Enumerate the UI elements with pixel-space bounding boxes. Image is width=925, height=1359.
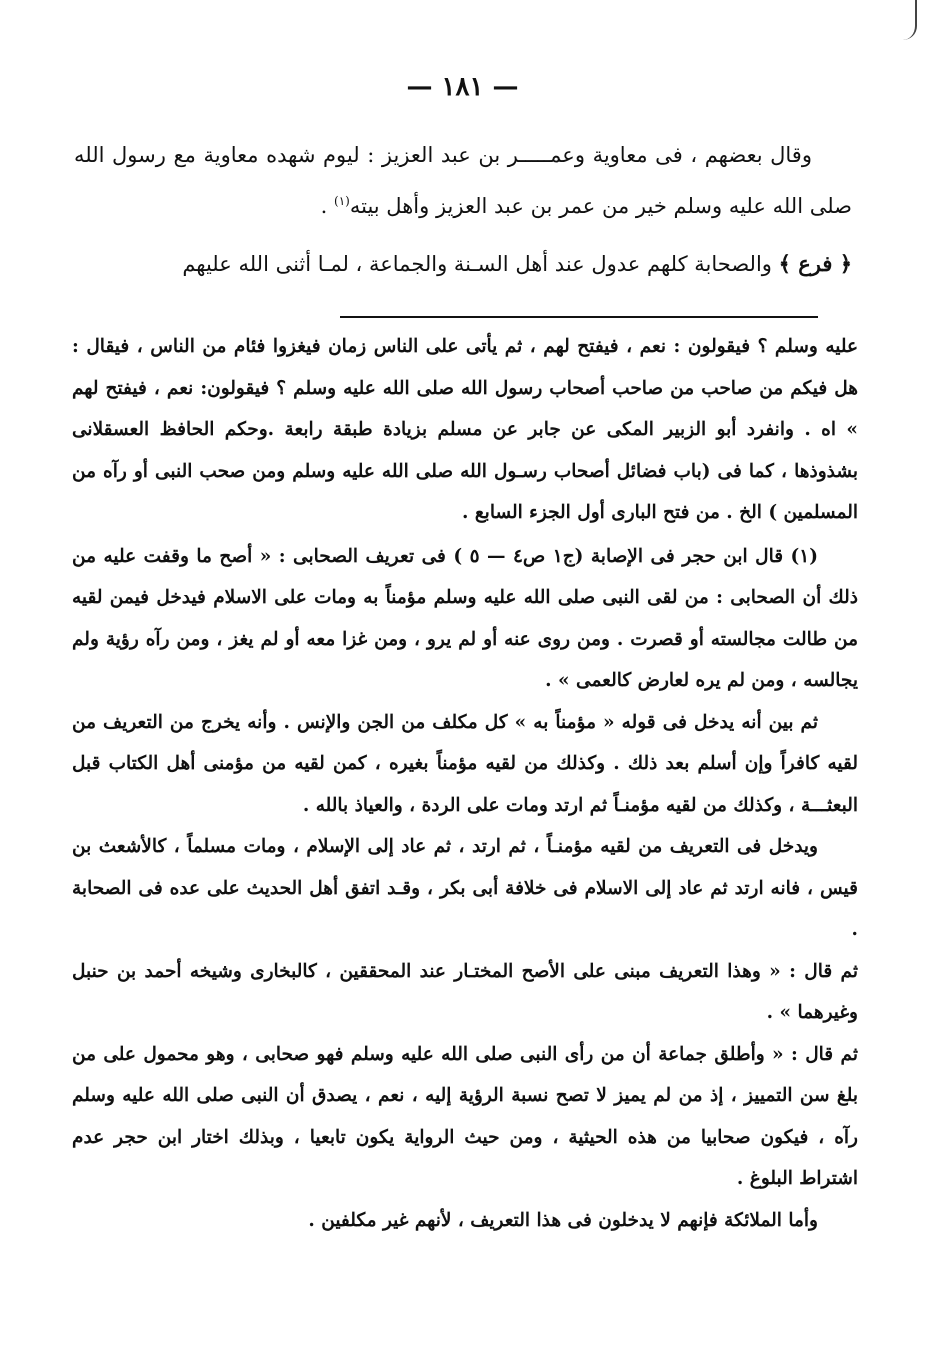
main-paragraph-1 — [74, 132, 852, 229]
footnote-1-paragraph: ويدخل فى التعريف من لقيه مؤمنـاً ، ثم ارتد ، ثم عاد إلى الإسلام ، ومات مسلماً ، كالأشعث بن قيس ، فانه ارتد ثم عاد إلى الاسلام فى خلافة أبى بكر ، وقـد اتفق أهل الحديث على عده فى الصحابة . — [72, 836, 858, 940]
footnote-1-definition: (١) قال ابن حجر فى الإصابة (ج١ ص٤ — ٥ ) فى تعريف الصحابى : « أصح ما وقفت عليه من ذلك أن الصحابى : من لقى النبى صلى الله عليه وسلم مؤمناً به ومات على الاسلام فيدخل فيمن لقيه من طالت مجالسته أو قصرت . ومن روى عنه أو لم يرو ، ومن غزا معه أو لم يغز ، ومن رآه رؤية ولم يجالسه ، ومن لم يره لعارض كالعمى » . — [72, 545, 858, 691]
page-edge-mark — [901, 0, 917, 40]
footnote-separator — [340, 316, 818, 318]
main-text — [74, 132, 852, 287]
main-paragraph-2-text: والصحابة كلهم عدول عند أهل السـنة والجماعة ، لمـا أثنى الله عليهم — [182, 252, 779, 276]
footnotes — [72, 326, 858, 1241]
footnote-reference: (١) — [334, 194, 350, 208]
page-number: — ١٨١ — — [406, 72, 519, 102]
section-heading-far: ﴿ فرع ﴾ — [778, 251, 852, 276]
footnote-1-paragraph: وأما الملائكة فإنهم لا يدخلون فى هذا التعريف ، لأنهم غير مكلفين . — [308, 1209, 818, 1231]
footnote-1-paragraph: ثم قال : « وأطلق جماعة أن من رأى النبى صلى الله عليه وسلم فهو صحابى ، وهو محمول على من بلغ سن التمييز ، إذ من لم يميز لا تصح نسبة الرؤية إليه ، نعم ، يصدق أن النبى صلى الله عليه وسلم رآه ، فيكون صحابيا من هذه الحيثية ، ومن حيث الرواية يكون تابعيا ، وبذلك اختار ابن حجر عدم اشتراط البلوغ . — [72, 1043, 858, 1189]
footnote-1-paragraph: ثم قال : « وهذا التعريف مبنى على الأصح المختـار عند المحققين ، كالبخارى وشيخه أحمد بن حنبل وغيرهما » . — [72, 960, 858, 1023]
main-paragraph-1-end: . — [320, 194, 335, 218]
footnote-1-paragraph: ثم بين أنه يدخل فى قوله « مؤمناً به » كل مكلف من الجن والإنس . وأنه يخرج من التعريف من لقيه كافراً وإن أسلم بعد ذلك . وكذلك من لقيه مؤمناً بغيره ، كمن لقيه من مؤمنى أهل الكتاب قبل البعثـــة ، وكذلك من لقيه مؤمنـاً ثم ارتد ومات على الردة ، والعياذ بالله . — [72, 711, 858, 816]
main-paragraph-2 — [74, 241, 852, 287]
main-paragraph-1-text: وقال بعضهم ، فى معاوية وعمـــــر بن عبد العزيز : ليوم شهده معاوية مع رسول الله صلى الله عليه وسلم خير من عمر بن عبد العزيز وأهل بيته — [74, 143, 852, 218]
footnote-continuation: عليه وسلم ؟ فيقولون : نعم ، فيفتح لهم ، ثم يأتى على الناس زمان فيغزوا فئام من الناس ، فيقال : هل فيكم من صاحب من صاحب أصحاب رسول الله صلى الله عليه وسلم ؟ فيقولون: نعم ، فيفتح لهم » اه . وانفرد أبو الزبير المكى عن جابر عن مسلم بزيادة طبقة رابعة .وحكم الحافظ العسقلانى بشذوذها ، كما فى (باب فضائل أصحاب رسـول الله صلى الله عليه وسلم ومن صحب النبى أو رآه من المسلمين ) الخ . من فتح البارى أول الجزء السابع . — [72, 336, 858, 523]
